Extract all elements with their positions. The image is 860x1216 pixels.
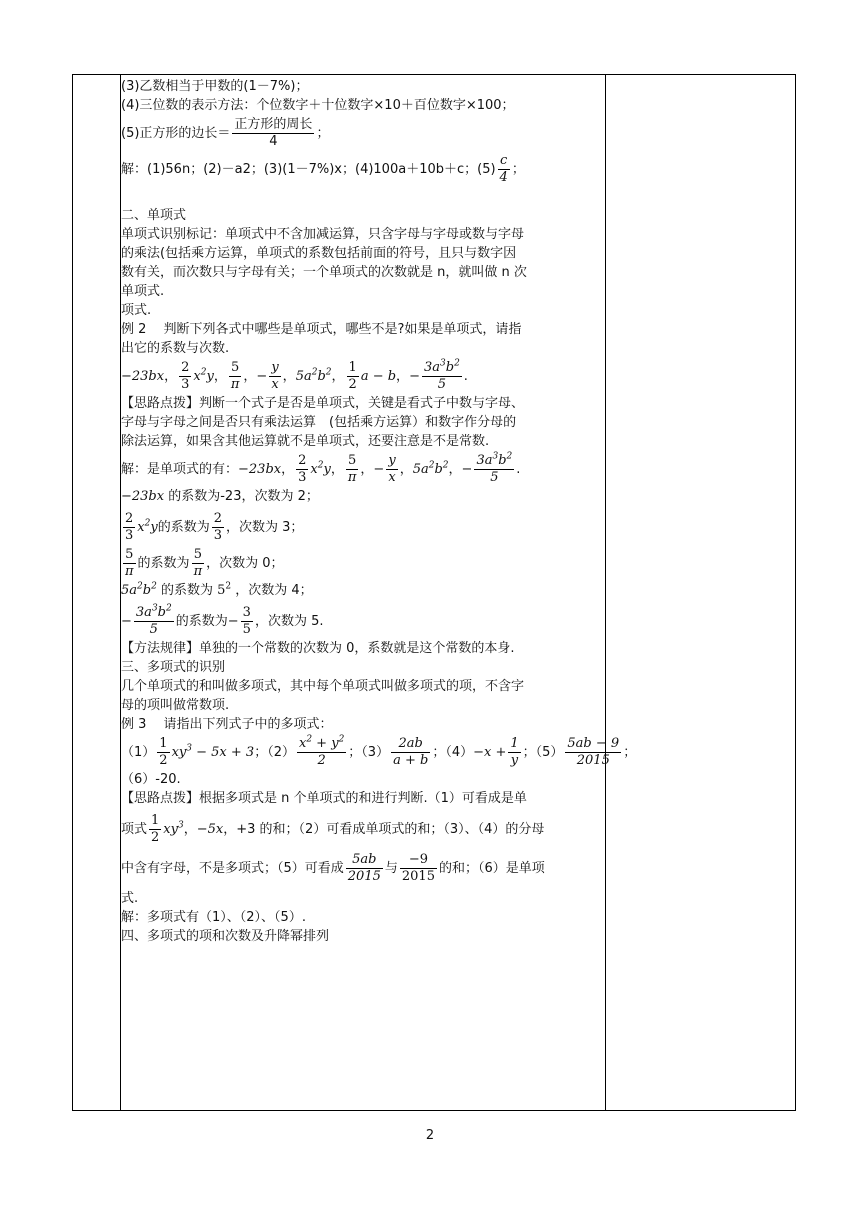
expression-list: −23bx ， $\frac{2}{3}$ $x^2y$ ， $\frac{5}{\pi}$ ， − $\frac{y}{x}$ ， $5a^2b^2$ ， $\frac{1}{2}$ a − b ， − $\frac{3a^3b^2}{5}$ . [121,358,468,392]
text-line: 项式. [121,303,152,318]
question-line: （1） $\frac{1}{2}$ $xy^3 - 5x + 3$ ；（2） $\frac{x^2 + y^2}{2}$ ；（3） $\frac{2ab}{a + b}$ ；（4） −x + $\frac{1}{y}$ ；（5） $\frac{5ab - 9}{2015}$ ； [121,734,637,768]
formula-line: (5)正方形的边长＝ $\frac{\text{正方形的周长}}{4}$ ； [121,116,330,149]
text-line: (3)乙数相当于甲数的(1－7%)； [121,79,309,94]
section-heading: 四、多项式的项和次数及升降幂排列 [121,929,330,944]
hint-text: 除法运算，如果含其他运算就不是单项式，还要注意是不是常数. [121,434,490,449]
coefficient-line: $5a^2b^2$ 的系数为 $5^2$ ，次数为 4； [121,581,313,598]
hint-text: 【思路点拨】判断一个式子是否是单项式，关键是看式子中数与字母、 [121,396,525,411]
section-heading: 三、多项式的识别 [121,660,226,675]
main-content [121,77,637,946]
text-line: 的乘法(包括乘方运算，单项式的系数包括前面的符号，且只与数字因 [121,246,517,261]
column-divider-right [605,75,606,1110]
solution-line: 解：多项式有（1）、（2）、（5）. [121,910,306,925]
hint-text: 式. [121,891,139,906]
coefficient-line: $\frac{5}{\pi}$ 的系数为 $\frac{5}{\pi}$ ，次数为 0； [125,546,284,579]
solution-line: 解：是单项式的有： −23bx ， $\frac{2}{3}$ $x^2y$ ， $\frac{5}{\pi}$ ， − $\frac{y}{x}$ ， $5a^2b^2$ ， − $\frac{3a^3b^2}{5}$ . [121,451,521,485]
text-line: 单项式识别标记：单项式中不含加减运算，只含字母与字母或数与字母 [121,227,525,242]
hint-text: 字母与字母之间是否只有乘法运算 (包括乘方运算）和数字作分母的 [121,415,517,430]
text-line: 数有关，而次数只与字母有关；一个单项式的次数就是 n，就叫做 n 次 [121,265,527,280]
fraction: $\frac{\text{正方形的周长}}{4}$ [234,116,313,149]
example-title: 例 2 判断下列各式中哪些是单项式，哪些不是?如果是单项式，请指 [121,322,522,337]
hint-text: 【思路点拨】根据多项式是 n 个单项式的和进行判断.（1）可看成是单 [121,791,527,806]
text-line: 单项式. [121,284,165,299]
formula-line: 解：(1)56n；(2)－a2；(3)(1－7%)x；(4)100a＋10b＋c；(5) $\frac{c}{4}$ ； [121,152,525,185]
section-heading: 二、单项式 [121,208,187,223]
fraction: $\frac{c}{4}$ [499,152,508,185]
text-line: 出它的系数与次数. [121,341,230,356]
question-line: （6）-20. [121,772,181,787]
hint-text: 项式 $\frac{1}{2}$ $xy^3$ ， −5x ， +3 的和；（2）可看成单项式的和；（3）、（4）的分母 [121,812,545,845]
coefficient-line: $\frac{2}{3}$ $x^2y$ 的系数为 $\frac{2}{3}$ ，次数为 3； [125,510,304,543]
text-line: 几个单项式的和叫做多项式，其中每个单项式叫做多项式的项，不含字 [121,679,525,694]
coefficient-line: − $\frac{3a^3b^2}{5}$ 的系数为 − $\frac{3}{5}$ ，次数为 5. [121,603,324,637]
coefficient-line: −23bx 的系数为-23，次数为 2； [121,489,319,504]
text-line: (4)三位数的表示方法：个位数字＋十位数字×10＋百位数字×100； [121,98,515,113]
text-line: 母的项叫做常数项. [121,698,230,713]
page-number: 2 [425,1128,435,1143]
method-rule: 【方法规律】单独的一个常数的次数为 0，系数就是这个常数的本身. [121,641,515,656]
lesson-table [72,74,796,1111]
hint-text: 中含有字母，不是多项式；（5）可看成 $\frac{5ab}{2015}$ 与 $\frac{-9}{2015}$ 的和；（6）是单项 [121,851,545,884]
example-title: 例 3 请指出下列式子中的多项式： [121,717,333,732]
